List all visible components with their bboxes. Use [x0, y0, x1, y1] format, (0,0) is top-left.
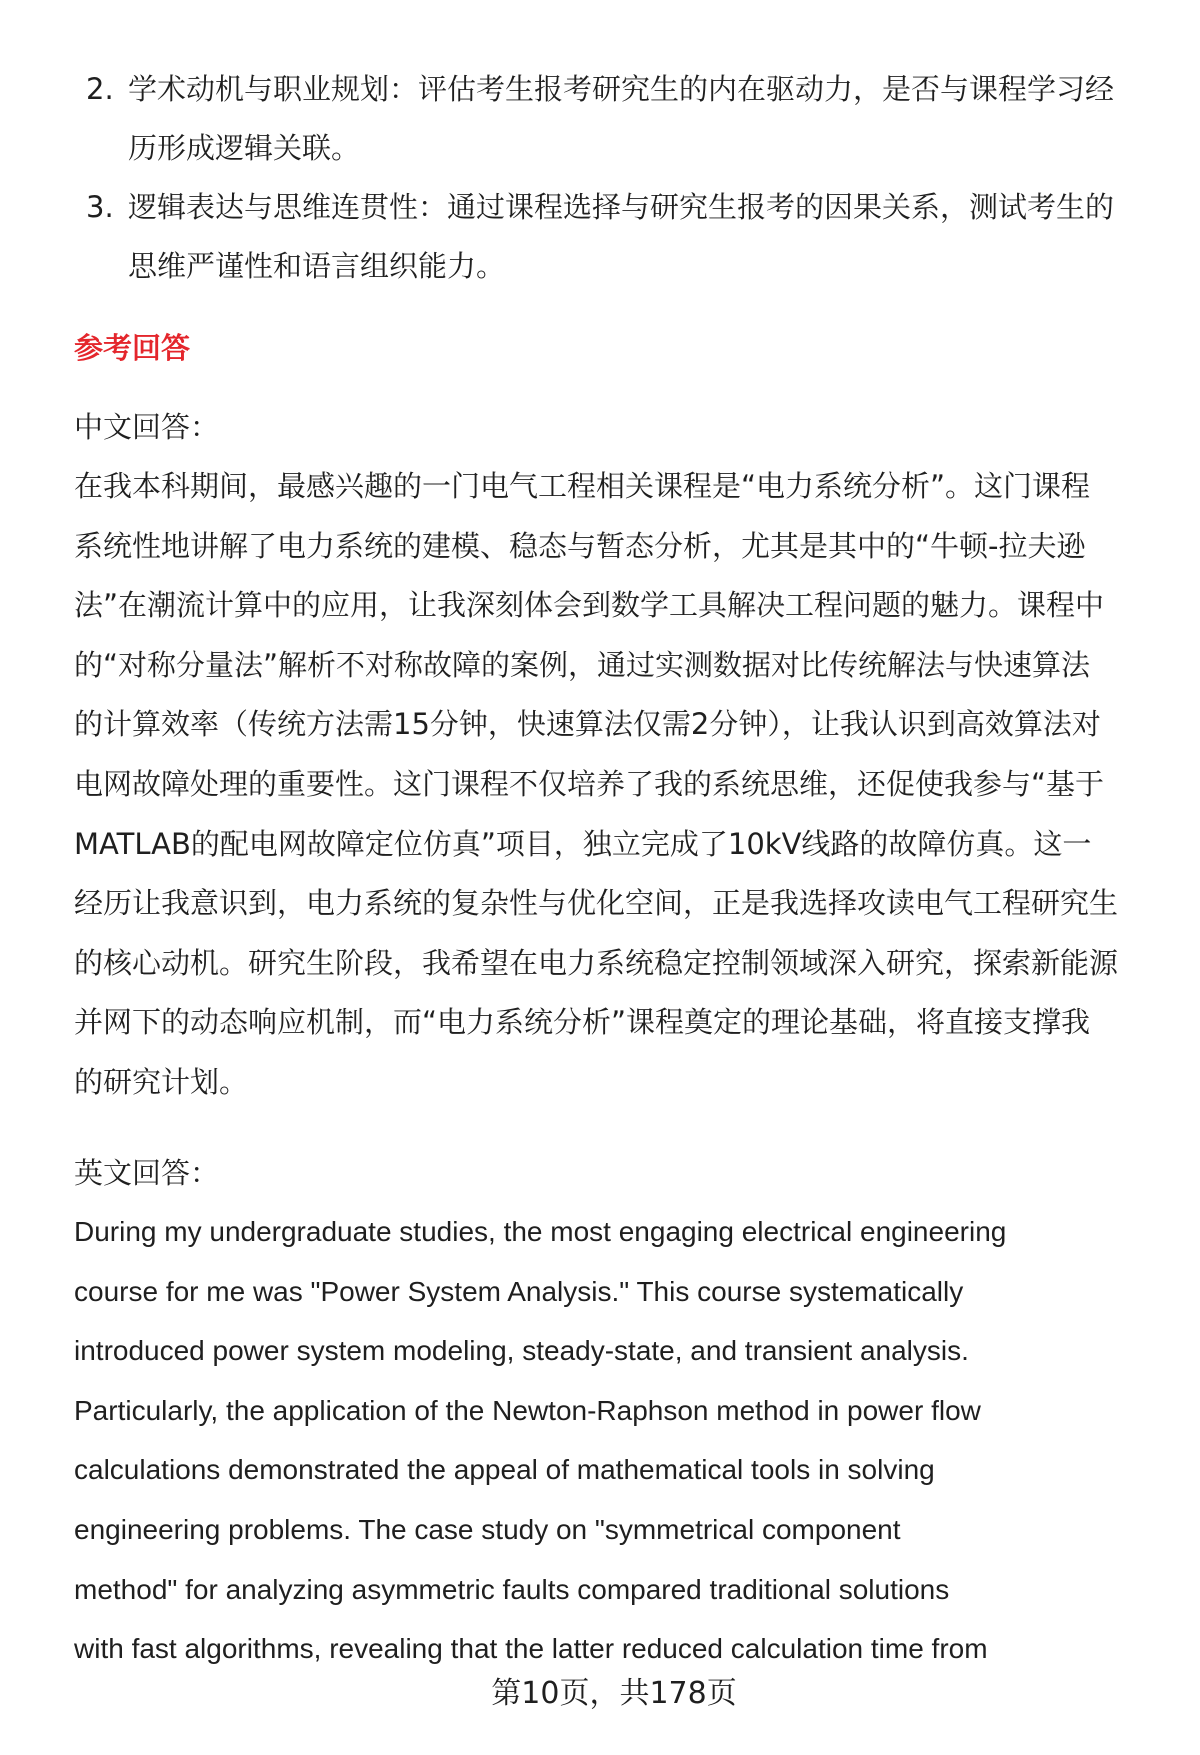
paragraph-line: introduced power system modeling, steady-state, and transient analysis.	[74, 1335, 969, 1367]
list-item-number: 3.	[86, 190, 114, 224]
chinese-answer-label: 中文回答：	[74, 410, 220, 444]
paragraph-line: During my undergraduate studies, the most engaging electrical engineering	[74, 1216, 1007, 1247]
page-number-footer: 第10页，共178页	[491, 1676, 737, 1711]
list-item-number: 2.	[86, 72, 114, 106]
paragraph-line: course for me was "Power System Analysis." This course systematically	[74, 1275, 964, 1307]
paragraph-line: 并网下的动态响应机制，而“电力系统分析”课程奠定的理论基础，将直接支撑我	[74, 1005, 1091, 1040]
paragraph-line: 电网故障处理的重要性。这门课程不仅培养了我的系统思维，还促使我参与“基于	[74, 766, 1105, 801]
paragraph-line: 的计算效率（传统方法需15分钟，快速算法仅需2分钟），让我认识到高效算法对	[74, 707, 1101, 742]
list-item-text-line: 思维严谨性和语言组织能力。	[128, 249, 506, 283]
paragraph-line: 经历让我意识到，电力系统的复杂性与优化空间，正是我选择攻读电气工程研究生	[74, 886, 1119, 921]
paragraph-line: 的“对称分量法”解析不对称故障的案例，通过实测数据对比传统解法与快速算法	[74, 647, 1091, 682]
list-item	[0, 178, 1200, 296]
list-item-text-line: 逻辑表达与思维连贯性：通过课程选择与研究生报考的因果关系，测试考生的	[128, 190, 1115, 224]
paragraph-line: MATLAB的配电网故障定位仿真”项目，独立完成了10kV线路的故障仿真。这一	[74, 826, 1092, 861]
paragraph-line: engineering problems. The case study on "symmetrical component	[74, 1513, 901, 1545]
paragraph-line: calculations demonstrated the appeal of mathematical tools in solving	[74, 1454, 935, 1486]
criteria-list	[0, 60, 1200, 296]
chinese-answer-paragraph	[74, 457, 1184, 1113]
english-answer-paragraph	[74, 1202, 1184, 1679]
paragraph-line: with fast algorithms, revealing that the latter reduced calculation time from	[74, 1633, 988, 1665]
list-item	[0, 60, 1200, 178]
paragraph-line: 在我本科期间，最感兴趣的一门电气工程相关课程是“电力系统分析”。这门课程	[74, 469, 1091, 503]
paragraph-line: 系统性地讲解了电力系统的建模、稳态与暂态分析，尤其是其中的“牛顿-拉夫逊	[74, 528, 1086, 563]
paragraph-line: 的研究计划。	[74, 1064, 249, 1099]
list-item-text-line: 历形成逻辑关联。	[128, 131, 361, 165]
paragraph-line: method" for analyzing asymmetric faults compared traditional solutions	[74, 1573, 950, 1605]
paragraph-line: Particularly, the application of the Newton-Raphson method in power flow	[74, 1394, 981, 1426]
paragraph-line: 法”在潮流计算中的应用，让我深刻体会到数学工具解决工程问题的魅力。课程中	[74, 588, 1105, 623]
paragraph-line: 的核心动机。研究生阶段，我希望在电力系统稳定控制领域深入研究，探索新能源	[74, 945, 1119, 980]
reference-answer-heading: 参考回答	[74, 331, 191, 365]
english-answer-label: 英文回答：	[74, 1156, 220, 1190]
list-item-text-line: 学术动机与职业规划：评估考生报考研究生的内在驱动力，是否与课程学习经	[128, 72, 1115, 106]
